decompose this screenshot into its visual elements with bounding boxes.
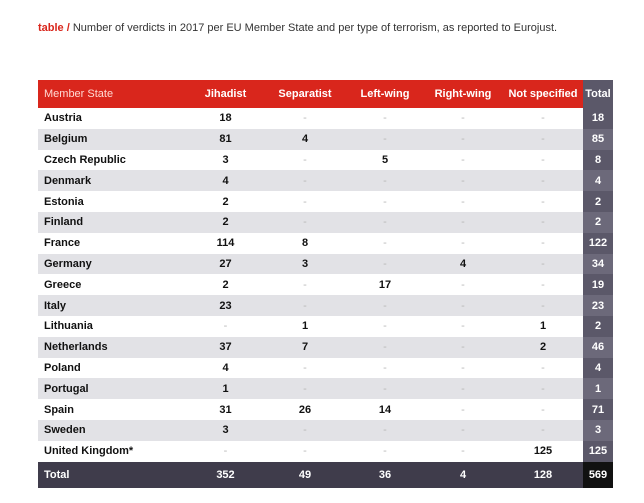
cell-member-state: Germany — [38, 254, 188, 275]
cell-separatist: 3 — [263, 254, 347, 275]
cell-not-specified: - — [503, 254, 583, 275]
caption-text: Number of verdicts in 2017 per EU Member State and per type of terrorism, as reported to Eurojust. — [72, 22, 558, 34]
cell-not-specified: - — [503, 378, 583, 399]
total-total: 569 — [583, 462, 613, 488]
table-row — [38, 129, 613, 150]
cell-member-state: Czech Republic — [38, 150, 188, 171]
cell-jihadist: 4 — [188, 170, 263, 191]
cell-not-specified: - — [503, 274, 583, 295]
cell-jihadist: 2 — [188, 191, 263, 212]
cell-separatist: - — [263, 378, 347, 399]
cell-member-state: Finland — [38, 212, 188, 233]
cell-jihadist: 18 — [188, 108, 263, 129]
cell-right-wing: - — [423, 399, 503, 420]
cell-left-wing: - — [347, 441, 423, 462]
cell-separatist: - — [263, 358, 347, 379]
cell-not-specified: 125 — [503, 441, 583, 462]
cell-not-specified: - — [503, 129, 583, 150]
verdicts-table — [38, 80, 613, 488]
cell-member-state: Estonia — [38, 191, 188, 212]
cell-member-state: Greece — [38, 274, 188, 295]
cell-left-wing: - — [347, 378, 423, 399]
cell-jihadist: 37 — [188, 337, 263, 358]
cell-left-wing: - — [347, 337, 423, 358]
cell-jihadist: 81 — [188, 129, 263, 150]
cell-left-wing: - — [347, 212, 423, 233]
cell-separatist: 4 — [263, 129, 347, 150]
cell-not-specified: - — [503, 233, 583, 254]
table-row — [38, 441, 613, 462]
table-row — [38, 420, 613, 441]
cell-jihadist: 2 — [188, 212, 263, 233]
cell-separatist: - — [263, 150, 347, 171]
cell-total: 1 — [583, 378, 613, 399]
table-row — [38, 191, 613, 212]
cell-total: 85 — [583, 129, 613, 150]
cell-right-wing: - — [423, 420, 503, 441]
cell-total: 4 — [583, 170, 613, 191]
table-row — [38, 170, 613, 191]
cell-left-wing: - — [347, 233, 423, 254]
cell-separatist: 26 — [263, 399, 347, 420]
cell-total: 4 — [583, 358, 613, 379]
table-caption — [38, 22, 558, 35]
cell-right-wing: - — [423, 441, 503, 462]
cell-separatist: - — [263, 420, 347, 441]
total-separatist: 49 — [263, 462, 347, 488]
cell-separatist: - — [263, 108, 347, 129]
cell-not-specified: - — [503, 358, 583, 379]
cell-jihadist: - — [188, 316, 263, 337]
cell-right-wing: - — [423, 170, 503, 191]
cell-right-wing: - — [423, 108, 503, 129]
cell-total: 46 — [583, 337, 613, 358]
cell-not-specified: - — [503, 212, 583, 233]
cell-left-wing: 14 — [347, 399, 423, 420]
total-right-wing: 4 — [423, 462, 503, 488]
table-row — [38, 337, 613, 358]
cell-right-wing: - — [423, 378, 503, 399]
table-row — [38, 254, 613, 275]
cell-total: 2 — [583, 316, 613, 337]
cell-member-state: Italy — [38, 295, 188, 316]
cell-total: 2 — [583, 212, 613, 233]
header-jihadist: Jihadist — [188, 80, 263, 108]
cell-right-wing: - — [423, 233, 503, 254]
cell-jihadist: - — [188, 441, 263, 462]
cell-not-specified: - — [503, 295, 583, 316]
cell-separatist: 7 — [263, 337, 347, 358]
cell-left-wing: - — [347, 420, 423, 441]
table-row — [38, 108, 613, 129]
cell-not-specified: - — [503, 191, 583, 212]
cell-separatist: - — [263, 295, 347, 316]
cell-left-wing: 5 — [347, 150, 423, 171]
table-row — [38, 378, 613, 399]
caption-tag: table / — [38, 22, 70, 34]
cell-not-specified: - — [503, 420, 583, 441]
cell-separatist: - — [263, 170, 347, 191]
cell-total: 18 — [583, 108, 613, 129]
cell-right-wing: 4 — [423, 254, 503, 275]
cell-member-state: Austria — [38, 108, 188, 129]
cell-separatist: - — [263, 191, 347, 212]
total-member-state: Total — [38, 462, 188, 488]
cell-member-state: Poland — [38, 358, 188, 379]
cell-separatist: 8 — [263, 233, 347, 254]
table-row — [38, 295, 613, 316]
cell-left-wing: - — [347, 191, 423, 212]
cell-not-specified: - — [503, 170, 583, 191]
total-not-specified: 128 — [503, 462, 583, 488]
cell-jihadist: 3 — [188, 420, 263, 441]
cell-right-wing: - — [423, 358, 503, 379]
cell-left-wing: 17 — [347, 274, 423, 295]
cell-right-wing: - — [423, 191, 503, 212]
table-row — [38, 274, 613, 295]
cell-jihadist: 1 — [188, 378, 263, 399]
cell-total: 2 — [583, 191, 613, 212]
cell-not-specified: 2 — [503, 337, 583, 358]
cell-left-wing: - — [347, 358, 423, 379]
header-separatist: Separatist — [263, 80, 347, 108]
cell-left-wing: - — [347, 295, 423, 316]
cell-jihadist: 3 — [188, 150, 263, 171]
cell-right-wing: - — [423, 129, 503, 150]
table-header-row — [38, 80, 613, 108]
table-row — [38, 150, 613, 171]
cell-right-wing: - — [423, 212, 503, 233]
cell-total: 125 — [583, 441, 613, 462]
cell-right-wing: - — [423, 337, 503, 358]
cell-total: 3 — [583, 420, 613, 441]
cell-left-wing: - — [347, 108, 423, 129]
cell-total: 23 — [583, 295, 613, 316]
cell-total: 71 — [583, 399, 613, 420]
table-row — [38, 212, 613, 233]
cell-total: 8 — [583, 150, 613, 171]
cell-not-specified: 1 — [503, 316, 583, 337]
cell-member-state: Sweden — [38, 420, 188, 441]
cell-left-wing: - — [347, 170, 423, 191]
cell-not-specified: - — [503, 150, 583, 171]
table-row — [38, 399, 613, 420]
total-row — [38, 462, 613, 488]
table-row — [38, 358, 613, 379]
cell-right-wing: - — [423, 295, 503, 316]
cell-right-wing: - — [423, 274, 503, 295]
cell-separatist: - — [263, 274, 347, 295]
header-total: Total — [583, 80, 613, 108]
cell-jihadist: 114 — [188, 233, 263, 254]
cell-member-state: Spain — [38, 399, 188, 420]
cell-not-specified: - — [503, 108, 583, 129]
header-member-state: Member State — [38, 80, 188, 108]
cell-left-wing: - — [347, 254, 423, 275]
cell-member-state: France — [38, 233, 188, 254]
cell-member-state: Belgium — [38, 129, 188, 150]
cell-jihadist: 31 — [188, 399, 263, 420]
cell-total: 122 — [583, 233, 613, 254]
header-right-wing: Right-wing — [423, 80, 503, 108]
cell-member-state: Lithuania — [38, 316, 188, 337]
cell-right-wing: - — [423, 316, 503, 337]
cell-jihadist: 27 — [188, 254, 263, 275]
cell-jihadist: 4 — [188, 358, 263, 379]
cell-separatist: - — [263, 441, 347, 462]
cell-total: 19 — [583, 274, 613, 295]
header-left-wing: Left-wing — [347, 80, 423, 108]
cell-separatist: - — [263, 212, 347, 233]
cell-jihadist: 2 — [188, 274, 263, 295]
cell-right-wing: - — [423, 150, 503, 171]
cell-not-specified: - — [503, 399, 583, 420]
cell-member-state: Netherlands — [38, 337, 188, 358]
table-row — [38, 233, 613, 254]
table-row — [38, 316, 613, 337]
cell-member-state: United Kingdom* — [38, 441, 188, 462]
total-left-wing: 36 — [347, 462, 423, 488]
table-body — [38, 108, 613, 488]
cell-member-state: Portugal — [38, 378, 188, 399]
cell-left-wing: - — [347, 316, 423, 337]
cell-total: 34 — [583, 254, 613, 275]
cell-member-state: Denmark — [38, 170, 188, 191]
cell-jihadist: 23 — [188, 295, 263, 316]
total-jihadist: 352 — [188, 462, 263, 488]
cell-separatist: 1 — [263, 316, 347, 337]
header-not-specified: Not specified — [503, 80, 583, 108]
cell-left-wing: - — [347, 129, 423, 150]
